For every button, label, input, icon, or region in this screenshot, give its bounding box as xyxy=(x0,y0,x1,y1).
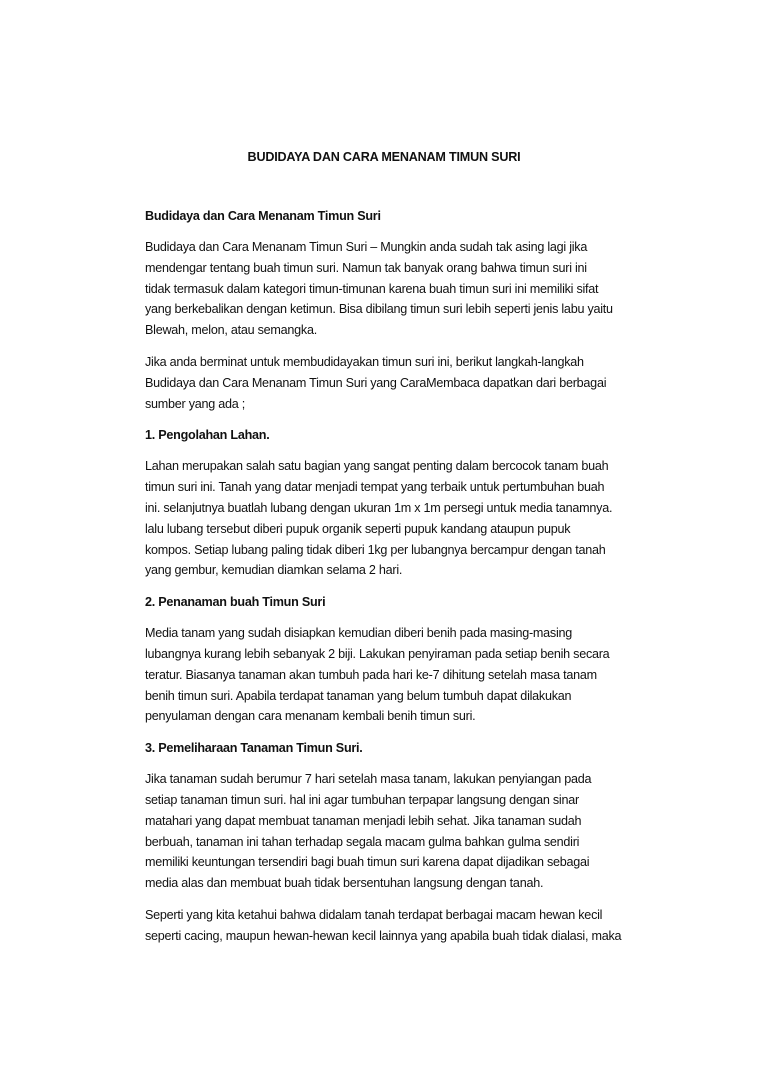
text-line: tidak termasuk dalam kategori timun-timunan karena buah timun suri ini memiliki sifat xyxy=(145,281,599,296)
article-subtitle: Budidaya dan Cara Menanam Timun Suri xyxy=(145,209,381,223)
text-line: ini. selanjutnya buatlah lubang dengan ukuran 1m x 1m persegi untuk media tanamnya. xyxy=(145,500,613,515)
text-line: Budidaya dan Cara Menanam Timun Suri yang CaraMembaca dapatkan dari berbagai xyxy=(145,375,607,390)
text-line: seperti cacing, maupun hewan-hewan kecil lainnya yang apabila buah tidak dialasi, maka xyxy=(145,928,622,943)
text-line: matahari yang dapat membuat tanaman menjadi lebih sehat. Jika tanaman sudah xyxy=(145,813,582,828)
text-line: Media tanam yang sudah disiapkan kemudian diberi benih pada masing-masing xyxy=(145,626,573,641)
text-line: benih timun suri. Apabila terdapat tanaman yang belum tumbuh dapat dilakukan xyxy=(145,688,572,703)
section-3-paragraph-1 xyxy=(145,769,663,894)
document-title: BUDIDAYA DAN CARA MENANAM TIMUN SURI xyxy=(247,150,521,164)
section-heading-pemeliharaan: 3. Pemeliharaan Tanaman Timun Suri. xyxy=(145,741,363,756)
text-line: kompos. Setiap lubang paling tidak diberi 1kg per lubangnya bercampur dengan tanah xyxy=(145,542,606,557)
text-line: berbuah, tanaman ini tahan terhadap segala macam gulma bahkan gulma sendiri xyxy=(145,834,580,849)
text-line: Jika tanaman sudah berumur 7 hari setelah masa tanam, lakukan penyiangan pada xyxy=(145,772,592,787)
text-line: yang gembur, kemudian diamkan selama 2 hari. xyxy=(145,563,403,578)
section-heading-pengolahan-lahan: 1. Pengolahan Lahan. xyxy=(145,428,270,443)
text-line: timun suri ini. Tanah yang datar menjadi tempat yang terbaik untuk pertumbuhan buah xyxy=(145,480,605,495)
section-3-paragraph-2 xyxy=(145,905,663,947)
intro-paragraph-1 xyxy=(145,237,663,341)
text-line: setiap tanaman timun suri. hal ini agar tumbuhan terpapar langsung dengan sinar xyxy=(145,792,579,807)
section-heading-penanaman: 2. Penanaman buah Timun Suri xyxy=(145,595,326,610)
document-body xyxy=(145,206,663,958)
text-line: Seperti yang kita ketahui bahwa didalam tanah terdapat berbagai macam hewan kecil xyxy=(145,907,603,922)
text-line: sumber yang ada ; xyxy=(145,396,246,411)
text-line: mendengar tentang buah timun suri. Namun tak banyak orang bahwa timun suri ini xyxy=(145,260,587,275)
text-line: teratur. Biasanya tanaman akan tumbuh pada hari ke-7 dihitung setelah masa tanam xyxy=(145,667,597,682)
text-line: Jika anda berminat untuk membudidayakan timun suri ini, berikut langkah-langkah xyxy=(145,354,584,369)
text-line: Budidaya dan Cara Menanam Timun Suri – Mungkin anda sudah tak asing lagi jika xyxy=(145,240,588,254)
text-line: Lahan merupakan salah satu bagian yang sangat penting dalam bercocok tanam buah xyxy=(145,459,609,474)
text-line: media alas dan membuat buah tidak bersentuhan langsung dengan tanah. xyxy=(145,876,544,891)
text-line: memiliki keuntungan tersendiri bagi buah timun suri karena dapat dijadikan sebagai xyxy=(145,855,590,870)
section-1-paragraph xyxy=(145,456,663,581)
text-line: Blewah, melon, atau semangka. xyxy=(145,323,317,338)
text-line: penyulaman dengan cara menanam kembali benih timun suri. xyxy=(145,709,476,724)
intro-paragraph-2 xyxy=(145,352,663,414)
text-line: lubangnya kurang lebih sebanyak 2 biji. Lakukan penyiraman pada setiap benih secara xyxy=(145,646,610,661)
section-2-paragraph xyxy=(145,623,663,727)
text-line: yang berkebalikan dengan ketimun. Bisa dibilang timun suri lebih seperti jenis labu yaitu xyxy=(145,302,613,317)
text-line: lalu lubang tersebut diberi pupuk organik seperti pupuk kandang ataupun pupuk xyxy=(145,521,571,536)
